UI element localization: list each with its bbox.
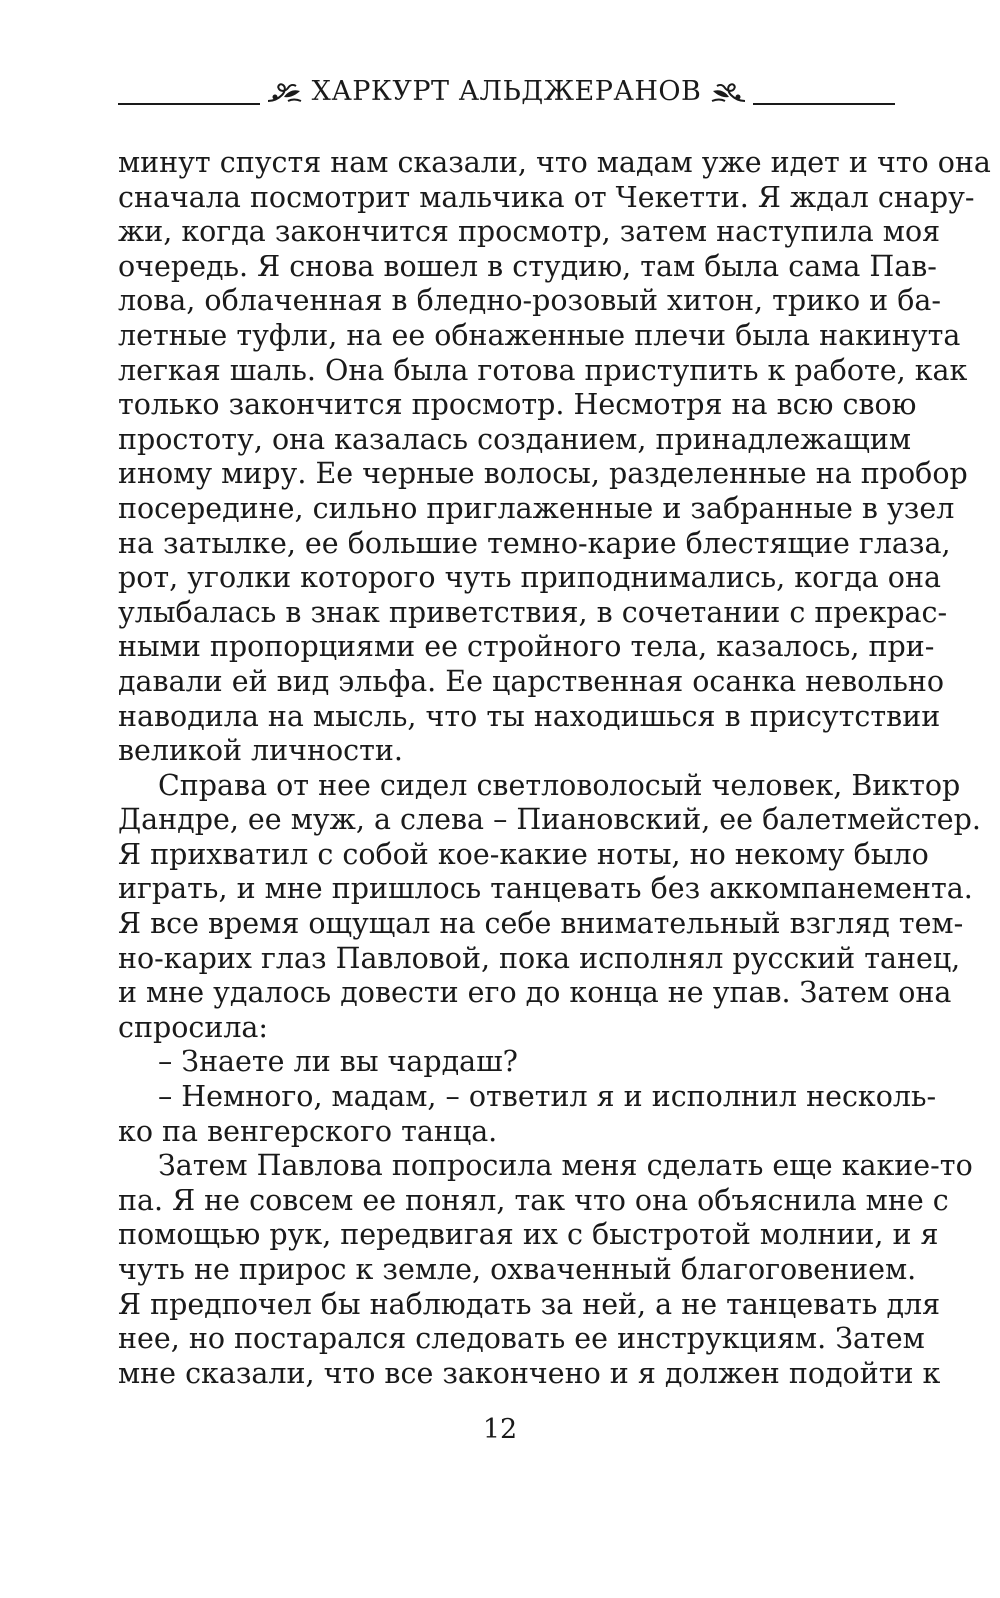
running-header bbox=[118, 74, 895, 110]
text-line: па. Я не совсем ее понял, так что она объяснила мне с bbox=[118, 1183, 949, 1217]
text-line: Справа от нее сидел светловолосый человек, Виктор bbox=[158, 768, 961, 802]
text-line: рот, уголки которого чуть приподнимались, когда она bbox=[118, 561, 941, 595]
header-title: ХАРКУРТ АЛЬДЖЕРАНОВ bbox=[311, 76, 702, 107]
text-line: Я предпочел бы наблюдать за ней, а не танцевать для bbox=[118, 1287, 941, 1321]
text-line: улыбалась в знак приветствия, в сочетании с прекрас- bbox=[118, 595, 948, 629]
text-line: Я прихватил с собой кое-какие ноты, но некому было bbox=[118, 837, 929, 871]
floral-ornament-icon bbox=[266, 77, 304, 107]
text-line: посередине, сильно приглаженные и забранные в узел bbox=[118, 491, 955, 525]
text-line: Я все время ощущал на себе внимательный взгляд тем- bbox=[118, 907, 964, 941]
text-line: жи, когда закончится просмотр, затем наступила моя bbox=[118, 215, 941, 249]
floral-ornament-icon bbox=[709, 77, 747, 107]
text-line: летные туфли, на ее обнаженные плечи была накинута bbox=[118, 318, 961, 352]
text-line: спросила: bbox=[118, 1010, 269, 1044]
text-line: на затылке, ее большие темно-карие блестящие глаза, bbox=[118, 526, 951, 560]
text-line: иному миру. Ее черные волосы, разделенные на пробор bbox=[118, 457, 968, 491]
text-line: играть, и мне пришлось танцевать без аккомпанемента. bbox=[118, 872, 973, 906]
text-line: только закончится просмотр. Несмотря на всю свою bbox=[118, 388, 917, 422]
text-line: простоту, она казалась созданием, принадлежащим bbox=[118, 422, 912, 456]
text-line: и мне удалось довести его до конца не упав. Затем она bbox=[118, 976, 952, 1010]
text-line: мне сказали, что все закончено и я должен подойти к bbox=[118, 1356, 941, 1390]
text-line: очередь. Я снова вошел в студию, там была сама Пав- bbox=[118, 249, 937, 283]
body-text bbox=[118, 146, 991, 1391]
text-line: Затем Павлова попросила меня сделать еще какие-то bbox=[158, 1149, 973, 1183]
text-line: – Немного, мадам, – ответил я и исполнил несколь- bbox=[158, 1080, 937, 1114]
text-line: давали ей вид эльфа. Ее царственная осанка невольно bbox=[118, 664, 945, 698]
text-line: ными пропорциями ее стройного тела, казалось, при- bbox=[118, 630, 935, 664]
text-line: минут спустя нам сказали, что мадам уже идет и что она bbox=[118, 146, 991, 179]
header-rule-right bbox=[753, 103, 895, 105]
text-line: но-карих глаз Павловой, пока исполнял русский танец, bbox=[118, 941, 961, 975]
text-line: лова, облаченная в бледно-розовый хитон, трико и ба- bbox=[118, 284, 941, 318]
text-line: великой личности. bbox=[118, 734, 403, 768]
text-line: Дандре, ее муж, а слева – Пиановский, ее балетмейстер. bbox=[118, 803, 981, 837]
text-line: сначала посмотрит мальчика от Чекетти. Я ждал снару- bbox=[118, 180, 975, 214]
text-line: – Знаете ли вы чардаш? bbox=[158, 1045, 518, 1079]
text-line: легкая шаль. Она была готова приступить к работе, как bbox=[118, 353, 968, 387]
text-line: ко па венгерского танца. bbox=[118, 1114, 498, 1148]
header-center bbox=[260, 74, 754, 110]
text-line: чуть не прирос к земле, охваченный благоговением. bbox=[118, 1253, 917, 1286]
text-line: наводила на мысль, что ты находишься в присутствии bbox=[118, 699, 941, 733]
text-line: нее, но постарался следовать ее инструкциям. Затем bbox=[118, 1322, 925, 1356]
page-number: 12 bbox=[482, 1414, 518, 1445]
text-line: помощью рук, передвигая их с быстротой молнии, и я bbox=[118, 1218, 939, 1252]
header-rule-left bbox=[118, 103, 260, 105]
